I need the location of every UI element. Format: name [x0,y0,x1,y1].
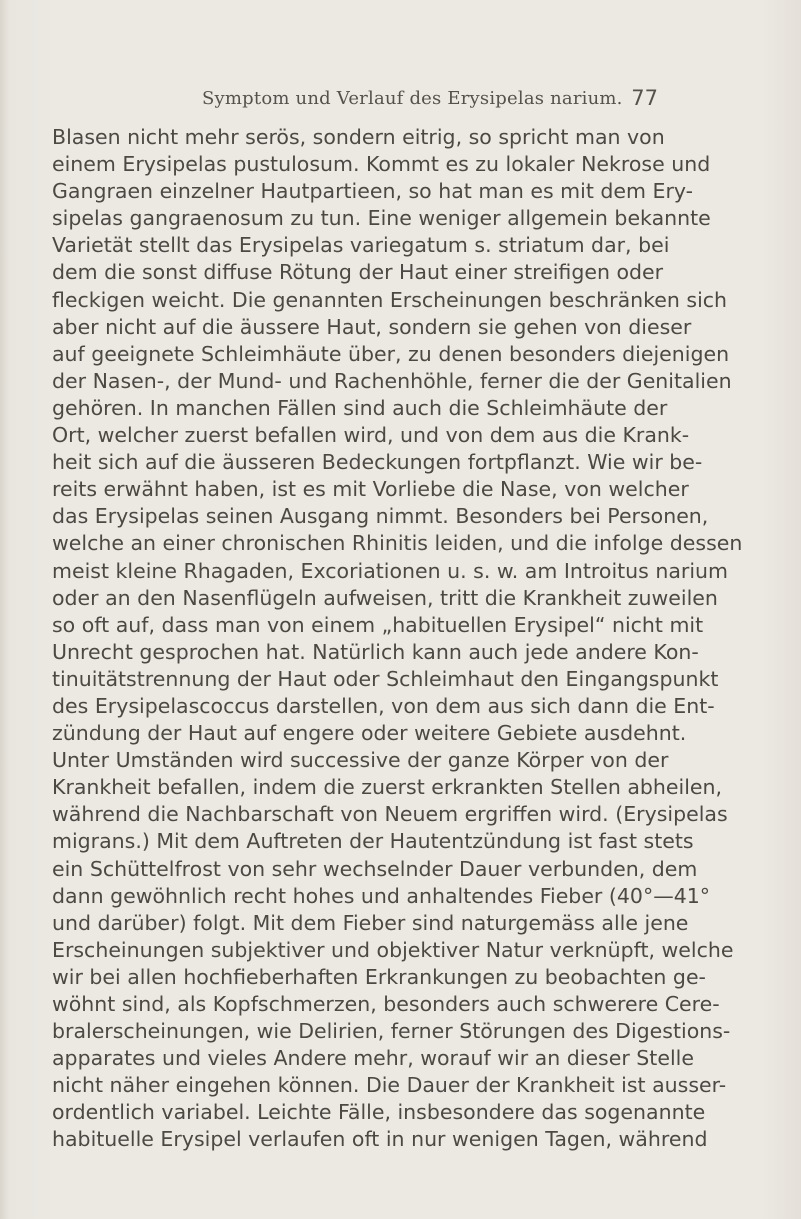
text-line: tinuitätstrennung der Haut oder Schleimhaut den Eingangspunkt [52,666,719,691]
text-line: ein Schüttelfrost von sehr wechselnder Dauer verbunden, dem [52,856,698,881]
text-line: Varietät stellt das Erysipelas variegatum s. striatum dar, bei [52,233,670,258]
text-line: oder an den Nasenflügeln aufweisen, tritt die Krankheit zuweilen [52,585,718,610]
text-line: heit sich auf die äusseren Bedeckungen fortpflanzt. Wie wir be- [52,450,703,475]
page-header [150,86,658,118]
text-line: das Erysipelas seinen Ausgang nimmt. Besonders bei Personen, [52,504,709,529]
text-line: des Erysipelascoccus darstellen, von dem aus sich dann die Ent- [52,693,715,718]
text-line: Unter Umständen wird successive der ganze Körper von der [52,748,669,773]
page-number: 77 [631,86,658,110]
body-text [52,124,743,1154]
text-line: dann gewöhnlich recht hohes und anhaltendes Fieber (40°—41° [52,883,711,908]
text-line: ordentlich variabel. Leichte Fälle, insbesondere das sogenannte [52,1100,706,1125]
text-line: auf geeignete Schleimhäute über, zu denen besonders diejenigen [52,341,730,366]
text-line: Ort, welcher zuerst befallen wird, und von dem aus die Krank- [52,423,690,448]
text-line: wöhnt sind, als Kopfschmerzen, besonders auch schwerere Cere- [52,992,720,1016]
text-line: Gangraen einzelner Hautpartieen, so hat man es mit dem Ery- [52,179,694,204]
text-line: während die Nachbarschaft von Neuem ergriffen wird. (Erysipelas [52,802,728,827]
text-line: meist kleine Rhagaden, Excoriationen u. s. w. am Introitus narium [52,558,729,583]
text-line: apparates und vieles Andere mehr, worauf wir an dieser Stelle [52,1046,694,1071]
text-line: Krankheit befallen, indem die zuerst erkrankten Stellen abheilen, [52,775,723,800]
text-line: Unrecht gesprochen hat. Natürlich kann auch jede andere Kon- [52,639,699,664]
text-line: zündung der Haut auf engere oder weitere Gebiete ausdehnt. [52,721,687,746]
running-title: Symptom und Verlauf des Erysipelas narium. [202,88,623,109]
text-line: aber nicht auf die äussere Haut, sondern sie gehen von dieser [52,314,692,339]
text-line: welche an einer chronischen Rhinitis leiden, und die infolge dessen [52,531,743,556]
text-line: und darüber) folgt. Mit dem Fieber sind naturgemäss alle jene [52,910,689,935]
text-line: einem Erysipelas pustulosum. Kommt es zu lokaler Nekrose und [52,152,711,177]
text-line: sipelas gangraenosum zu tun. Eine weniger allgemein bekannte [52,206,711,231]
text-line: Erscheinungen subjektiver und objektiver Natur verknüpft, welche [52,937,734,962]
text-line: wir bei allen hochfieberhaften Erkrankungen zu beobachten ge- [52,964,706,989]
text-line: bralerscheinungen, wie Delirien, ferner Störungen des Digestions- [52,1019,731,1044]
text-line: Blasen nicht mehr serös, sondern eitrig, so spricht man von [52,125,665,149]
text-line: migrans.) Mit dem Auftreten der Hautentzündung ist fast stets [52,829,694,854]
text-line: reits erwähnt haben, ist es mit Vorliebe die Nase, von welcher [52,477,689,502]
text-line: dem die sonst diffuse Rötung der Haut einer streifigen oder [52,260,664,285]
text-line: so oft auf, dass man von einem „habituellen Erysipel“ nicht mit [52,612,704,637]
text-line: habituelle Erysipel verlaufen oft in nur wenigen Tagen, während [52,1127,708,1152]
text-line: gehören. In manchen Fällen sind auch die Schleimhäute der [52,395,668,420]
text-line: fleckigen weicht. Die genannten Erscheinungen beschränken sich [52,287,728,312]
text-line: der Nasen-, der Mund- und Rachenhöhle, ferner die der Genitalien [52,368,732,393]
text-line: nicht näher eingehen können. Die Dauer der Krankheit ist ausser- [52,1073,727,1098]
